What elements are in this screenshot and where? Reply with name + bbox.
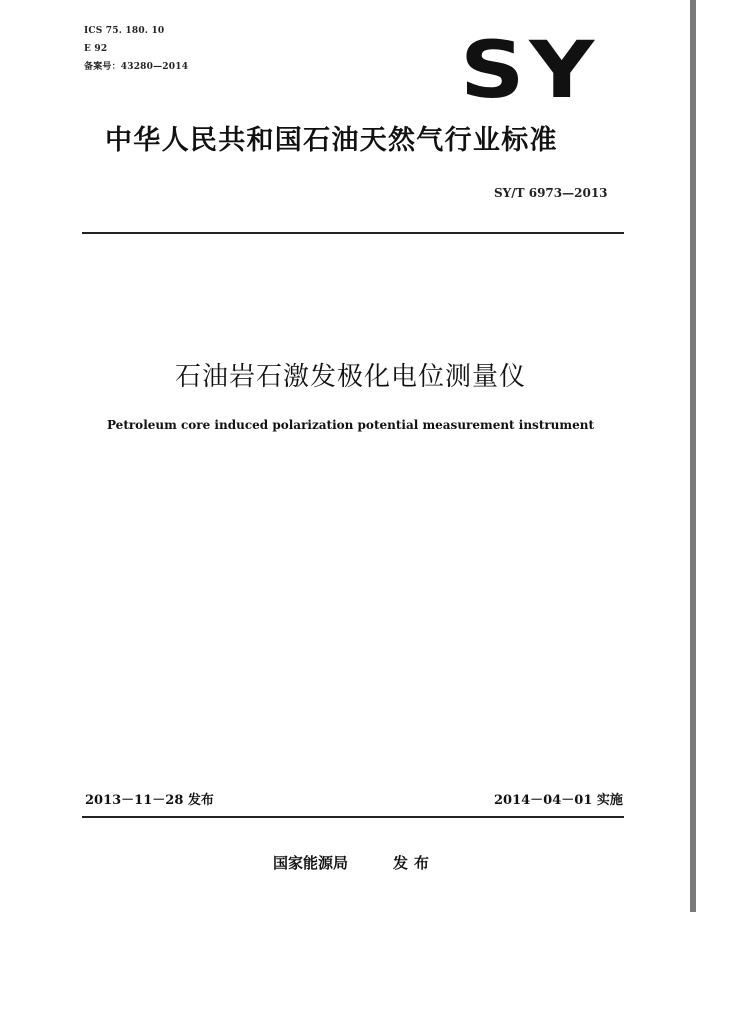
effective-date: 2014－04－01 实施	[494, 793, 623, 808]
page-edge-shadow	[690, 0, 696, 912]
publisher-name: 国家能源局	[273, 854, 349, 872]
document-title-english: Petroleum core induced polarization potential measurement instrument	[106, 418, 595, 432]
classification-code: E 92	[84, 44, 108, 54]
ics-code: ICS 75. 180. 10	[84, 26, 165, 36]
issue-date: 2013－11－28 发布	[85, 793, 214, 808]
standard-category-title: 中华人民共和国石油天然气行业标准	[105, 125, 558, 156]
top-divider	[82, 232, 624, 234]
publish-label: 发布	[393, 854, 436, 872]
filing-number: 备案号：43280—2014	[84, 62, 189, 72]
bottom-divider	[82, 816, 624, 818]
header-meta	[84, 22, 188, 76]
document-title-chinese: 石油岩石激发极化电位测量仪	[174, 362, 526, 392]
sy-logo: SY	[460, 26, 599, 116]
standard-number: SY/T 6973—2013	[494, 186, 608, 200]
